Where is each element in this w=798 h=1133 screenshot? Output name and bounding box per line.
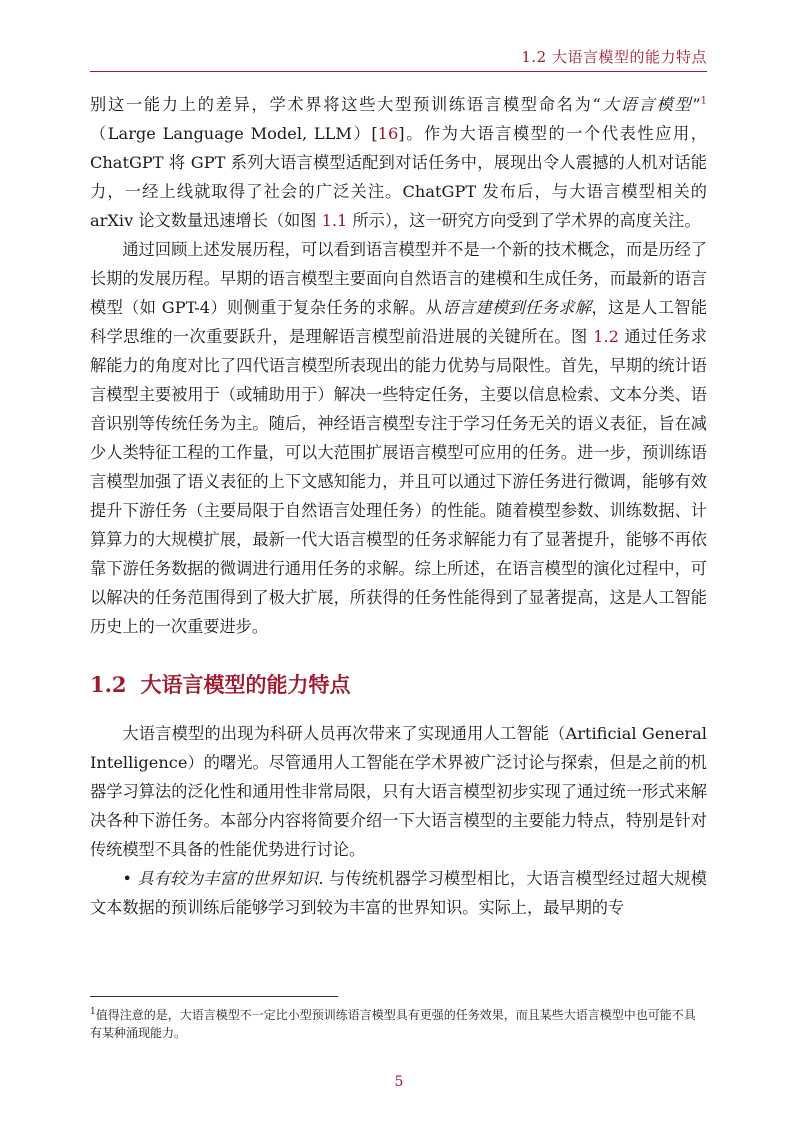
- paragraph-3: 大语言模型的出现为科研人员再次带来了实现通用人工智能（Artificial General Intelligence）的曙光。尽管通用人工智能在学术界被广泛讨论与探索，但是之前的机器学习算法的泛化性和通用性非常局限，只有大语言模型初步实现了通过统一形式来解决各种下游任务。本部分内容将简要介绍一下大语言模型的主要能力特点，特别是针对传统模型不具备的性能优势进行讨论。: [90, 724, 707, 859]
- section-number: 1.2: [90, 672, 127, 697]
- term-llm: 大语言模型: [600, 95, 693, 114]
- footnote-mark: 1: [90, 1007, 96, 1017]
- figure-link-1-1[interactable]: 1.1: [321, 211, 348, 230]
- running-header: 1.2 大语言模型的能力特点: [521, 48, 707, 66]
- citation-link[interactable]: 16: [377, 124, 399, 143]
- figure-link-1-2[interactable]: 1.2: [593, 327, 619, 346]
- footnote-marker[interactable]: 1: [700, 95, 708, 107]
- header-rule: [90, 71, 707, 72]
- section-heading: [90, 669, 707, 699]
- bullet-heading: 具有较为丰富的世界知识.: [137, 869, 324, 888]
- section-title: 大语言模型的能力特点: [140, 672, 351, 697]
- bullet-item: • 具有较为丰富的世界知识. 与传统机器学习模型相比，大语言模型经过超大规模文本数据的预训练后能够学习到较为丰富的世界知识。实际上，最早期的专: [90, 869, 707, 917]
- footnote-rule: [90, 996, 338, 997]
- emphasis-text: 语言建模到任务求解: [442, 298, 592, 317]
- paragraph-2: 通过回顾上述发展历程，可以看到语言模型并不是一个新的技术概念，而是历经了长期的发展历程。早期的语言模型主要面向自然语言的建模和生成任务，而最新的语言模型（如 GPT-4）则侧重于复杂任务的求解。从语言建模到任务求解，这是人工智能科学思维的一次重要跃升，是理解语言模型前沿进展的关键所在。图 1.2 通过任务求解能力的角度对比了四代语言模型所表现出的能力优势与局限性。首先，早期的统计语言模型主要被用于（或辅助用于）解决一些特定任务，主要以信息检索、文本分类、语音识别等传统任务为主。随后，神经语言模型专注于学习任务无关的语义表征，旨在减少人类特征工程的工作量，可以大范围扩展语言模型可应用的任务。进一步，预训练语言模型加强了语义表征的上下文感知能力，并且可以通过下游任务进行微调，能够有效提升下游任务（主要局限于自然语言处理任务）的性能。随着模型参数、训练数据、计算算力的大规模扩展，最新一代大语言模型的任务求解能力有了显著提升，能够不再依靠下游任务数据的微调进行通用任务的求解。综上所述，在语言模型的演化过程中，可以解决的任务范围得到了极大扩展，所获得的任务性能得到了显著提高，这是人工智能历史上的一次重要进步。: [90, 240, 708, 636]
- footnote-text: 值得注意的是，大语言模型不一定比小型预训练语言模型具有更强的任务效果，而且某些大语言模型中也可能不具有某种涌现能力。: [90, 1008, 696, 1040]
- page-number: 5: [394, 1074, 404, 1090]
- page-content: [90, 90, 707, 922]
- bullet-symbol: •: [122, 869, 132, 888]
- footnote: [90, 1006, 707, 1042]
- paragraph-1: 别这一能力上的差异，学术界将这些大型预训练语言模型命名为“大语言模型”$^1$（Large Language Model, LLM）[16]。作为大语言模型的一个代表性应用，ChatGPT 将 GPT 系列大语言模型适配到对话任务中，展现出令人震撼的人机对话能力，一经上线就取得了社会的广泛关注。ChatGPT 发布后，与大语言模型相关的 arXiv 论文数量迅速增长（如图 1.1 所示），这一研究方向受到了学术界的高度关注。: [90, 95, 708, 230]
